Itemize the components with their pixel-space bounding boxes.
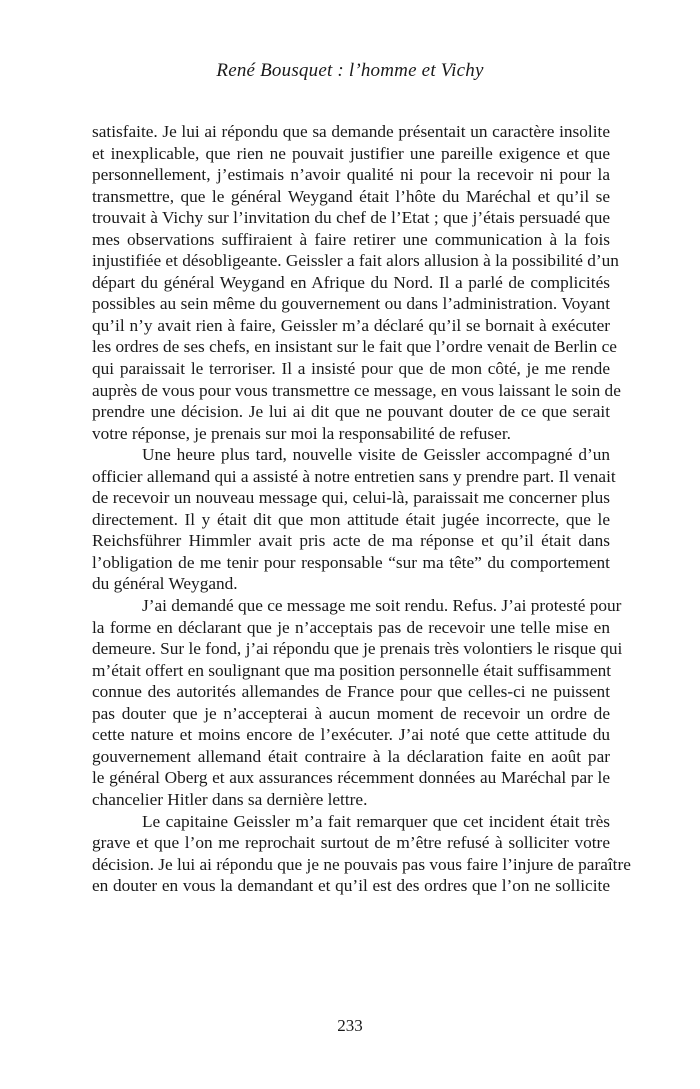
running-head: René Bousquet : l’homme et Vichy (216, 60, 484, 81)
text-line: transmettre, que le général Weygand était l’hôte du Maréchal et qu’il se (92, 186, 610, 206)
text-line: le général Oberg et aux assurances récemment données au Maréchal par le (92, 768, 610, 788)
paragraph-2 (92, 444, 616, 595)
paragraph-1 (92, 121, 621, 444)
text-line: auprès de vous pour vous transmettre ce message, en vous laissant le soin de (92, 380, 621, 400)
text-line: possibles au sein même du gouvernement ou dans l’administration. Voyant (92, 294, 610, 314)
text-line: de recevoir un nouveau message qui, celui-là, paraissait me concerner plus (92, 488, 610, 508)
text-line: m’était offert en soulignant que ma position personnelle était suffisamment (92, 660, 612, 680)
text-line: et inexplicable, que rien ne pouvait justifier une pareille exigence et que (92, 143, 610, 163)
text-line: gouvernement allemand était contraire à la déclaration faite en août par (92, 746, 610, 766)
text-line: grave et que l’on me reprochait surtout de m’être refusé à solliciter votre (92, 833, 610, 853)
text-line: chancelier Hitler dans sa dernière lettre. (92, 789, 368, 809)
paragraph-4 (92, 811, 631, 897)
text-line: connue des autorités allemandes de France pour que celles-ci ne puissent (92, 682, 610, 702)
page-number: 233 (337, 1016, 363, 1035)
text-line: J’ai demandé que ce message me soit rendu. Refus. J’ai protesté pour (142, 596, 622, 616)
text-line: Le capitaine Geissler m’a fait remarquer que cet incident était très (142, 811, 610, 831)
text-line: cette nature et moins encore de l’exécuter. J’ai noté que cette attitude du (92, 725, 610, 745)
text-line: du général Weygand. (92, 574, 238, 594)
text-line: injustifiée et désobligeante. Geissler a fait alors allusion à la possibilité d’un (92, 251, 619, 271)
text-line: satisfaite. Je lui ai répondu que sa demande présentait un caractère insolite (92, 122, 610, 141)
text-line: Reichsführer Himmler avait pris acte de ma réponse et qu’il était dans (92, 531, 610, 551)
text-line: mes observations suffiraient à faire retirer une communication à la fois (92, 229, 610, 249)
text-line: pas douter que je n’accepterai à aucun moment de recevoir un ordre de (92, 703, 610, 723)
text-line: trouvait à Vichy sur l’invitation du chef de l’Etat ; que j’étais persuadé que (92, 208, 610, 228)
text-line: demeure. Sur le fond, j’ai répondu que je prenais très volontiers le risque qui (92, 639, 623, 659)
text-line: qu’il n’y avait rien à faire, Geissler m’a déclaré qu’il se bornait à exécuter (92, 315, 610, 335)
text-line: qui paraissait le terroriser. Il a insisté pour que de mon côté, je me rende (92, 359, 610, 379)
text-line: les ordres de ses chefs, en insistant sur le fait que l’ordre venait de Berlin ce (92, 337, 617, 357)
page-body (92, 121, 631, 897)
text-line: l’obligation de me tenir pour responsable “sur ma tête” du comportement (92, 552, 610, 572)
text-line: votre réponse, je prenais sur moi la responsabilité de refuser. (92, 423, 511, 443)
text-line: officier allemand qui a assisté à notre entretien sans y prendre part. Il venait (92, 466, 616, 486)
text-line: personnellement, j’estimais n’avoir qualité ni pour la recevoir ni pour la (92, 165, 610, 185)
text-line: prendre une décision. Je lui ai dit que ne pouvant douter de ce que serait (92, 402, 610, 422)
text-line: Une heure plus tard, nouvelle visite de Geissler accompagné d’un (142, 445, 610, 465)
text-line: la forme en déclarant que je n’acceptais pas de recevoir une telle mise en (92, 617, 610, 637)
text-line: directement. Il y était dit que mon attitude était jugée incorrecte, que le (92, 509, 610, 529)
text-line: en douter en vous la demandant et qu’il est des ordres que l’on ne sollicite (92, 876, 610, 896)
paragraph-3 (92, 595, 623, 810)
text-line: décision. Je lui ai répondu que je ne pouvais pas vous faire l’injure de paraître (92, 854, 631, 874)
text-line: départ du général Weygand en Afrique du Nord. Il a parlé de complicités (92, 272, 610, 292)
